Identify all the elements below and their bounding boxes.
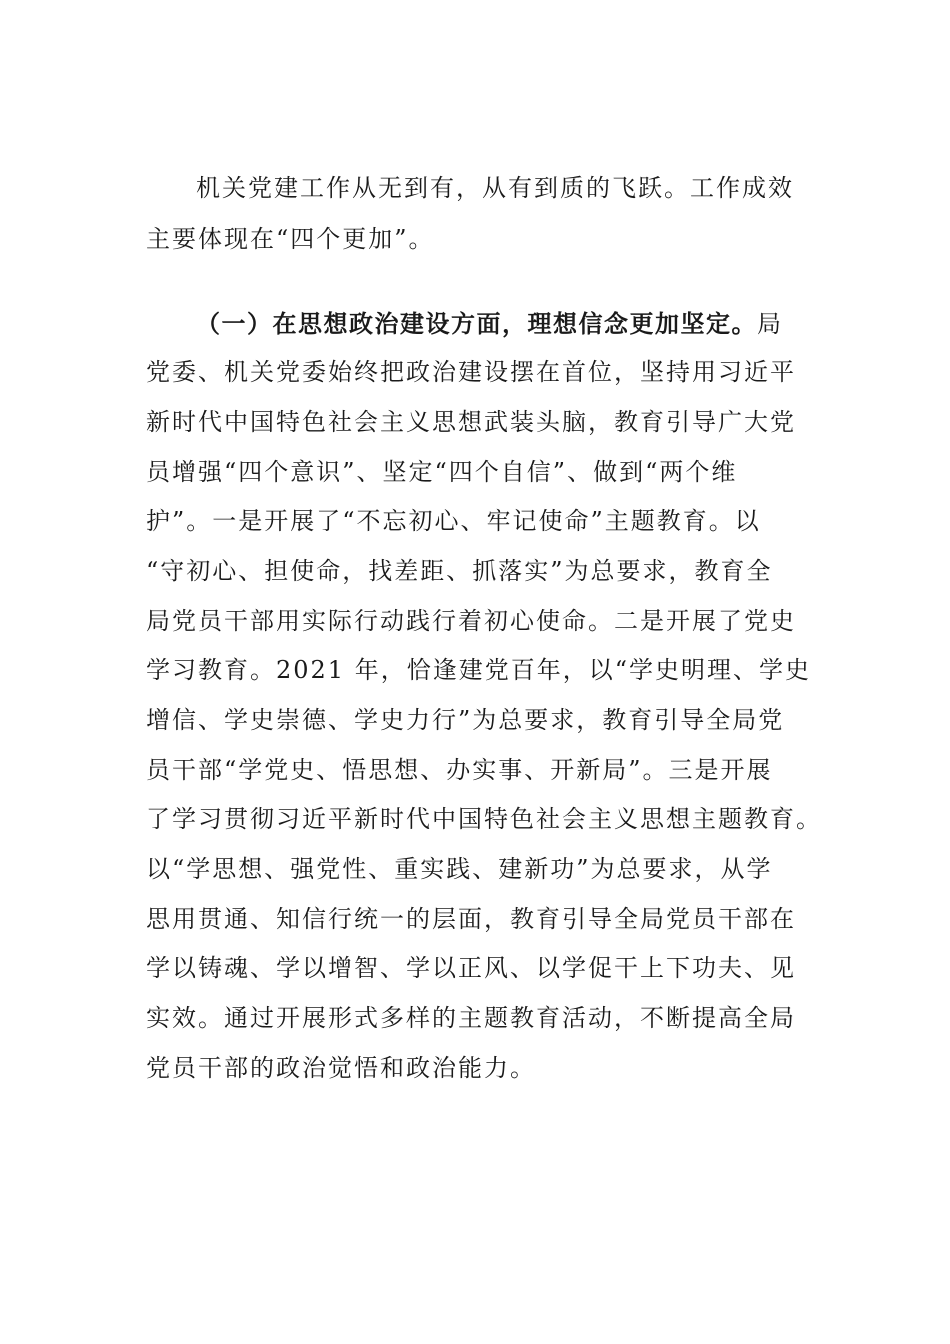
section1-line: 增信、学史崇德、学史力行”为总要求，教育引导全局党 <box>146 706 785 734</box>
section1-line: 护”。一是开展了“不忘初心、牢记使命”主题教育。以 <box>146 507 761 535</box>
intro-line-2: 主要体现在“四个更加”。 <box>146 225 435 253</box>
section1-line: 党员干部的政治觉悟和政治能力。 <box>146 1054 536 1082</box>
section1-line: 以“学思想、强党性、重实践、建新功”为总要求，从学 <box>146 855 773 883</box>
section1-line: “守初心、担使命，找差距、抓落实”为总要求，教育全 <box>146 557 773 585</box>
section1-line: 党委、机关党委始终把政治建设摆在首位，坚持用习近平 <box>146 358 796 386</box>
section1-line: 实效。通过开展形式多样的主题教育活动，不断提高全局 <box>146 1004 796 1032</box>
section1-line: 思用贯通、知信行统一的层面，教育引导全局党员干部在 <box>146 905 796 933</box>
section1-line: 员干部“学党史、悟思想、办实事、开新局”。三是开展 <box>146 756 773 784</box>
section1-line: 新时代中国特色社会主义思想武装头脑，教育引导广大党 <box>146 408 796 436</box>
section1-first-line <box>196 309 806 339</box>
intro-line-1: 机关党建工作从无到有，从有到质的飞跃。工作成效 <box>196 174 794 202</box>
section1-line: 学以铸魂、学以增智、学以正风、以学促干上下功夫、见 <box>146 954 796 982</box>
section1-line: 了学习贯彻习近平新时代中国特色社会主义思想主题教育。 <box>146 805 822 833</box>
section1-line: 局党员干部用实际行动践行着初心使命。二是开展了党史 <box>146 607 796 635</box>
section1-heading: （一）在思想政治建设方面，理想信念更加坚定。 <box>196 309 757 338</box>
section1-line: 员增强“四个意识”、坚定“四个自信”、做到“两个维 <box>146 458 738 486</box>
section1-line: 学习教育。2021 年，恰逢建党百年，以“学史明理、学史 <box>146 656 811 684</box>
section1-first-line-rest: 局 <box>757 310 783 338</box>
